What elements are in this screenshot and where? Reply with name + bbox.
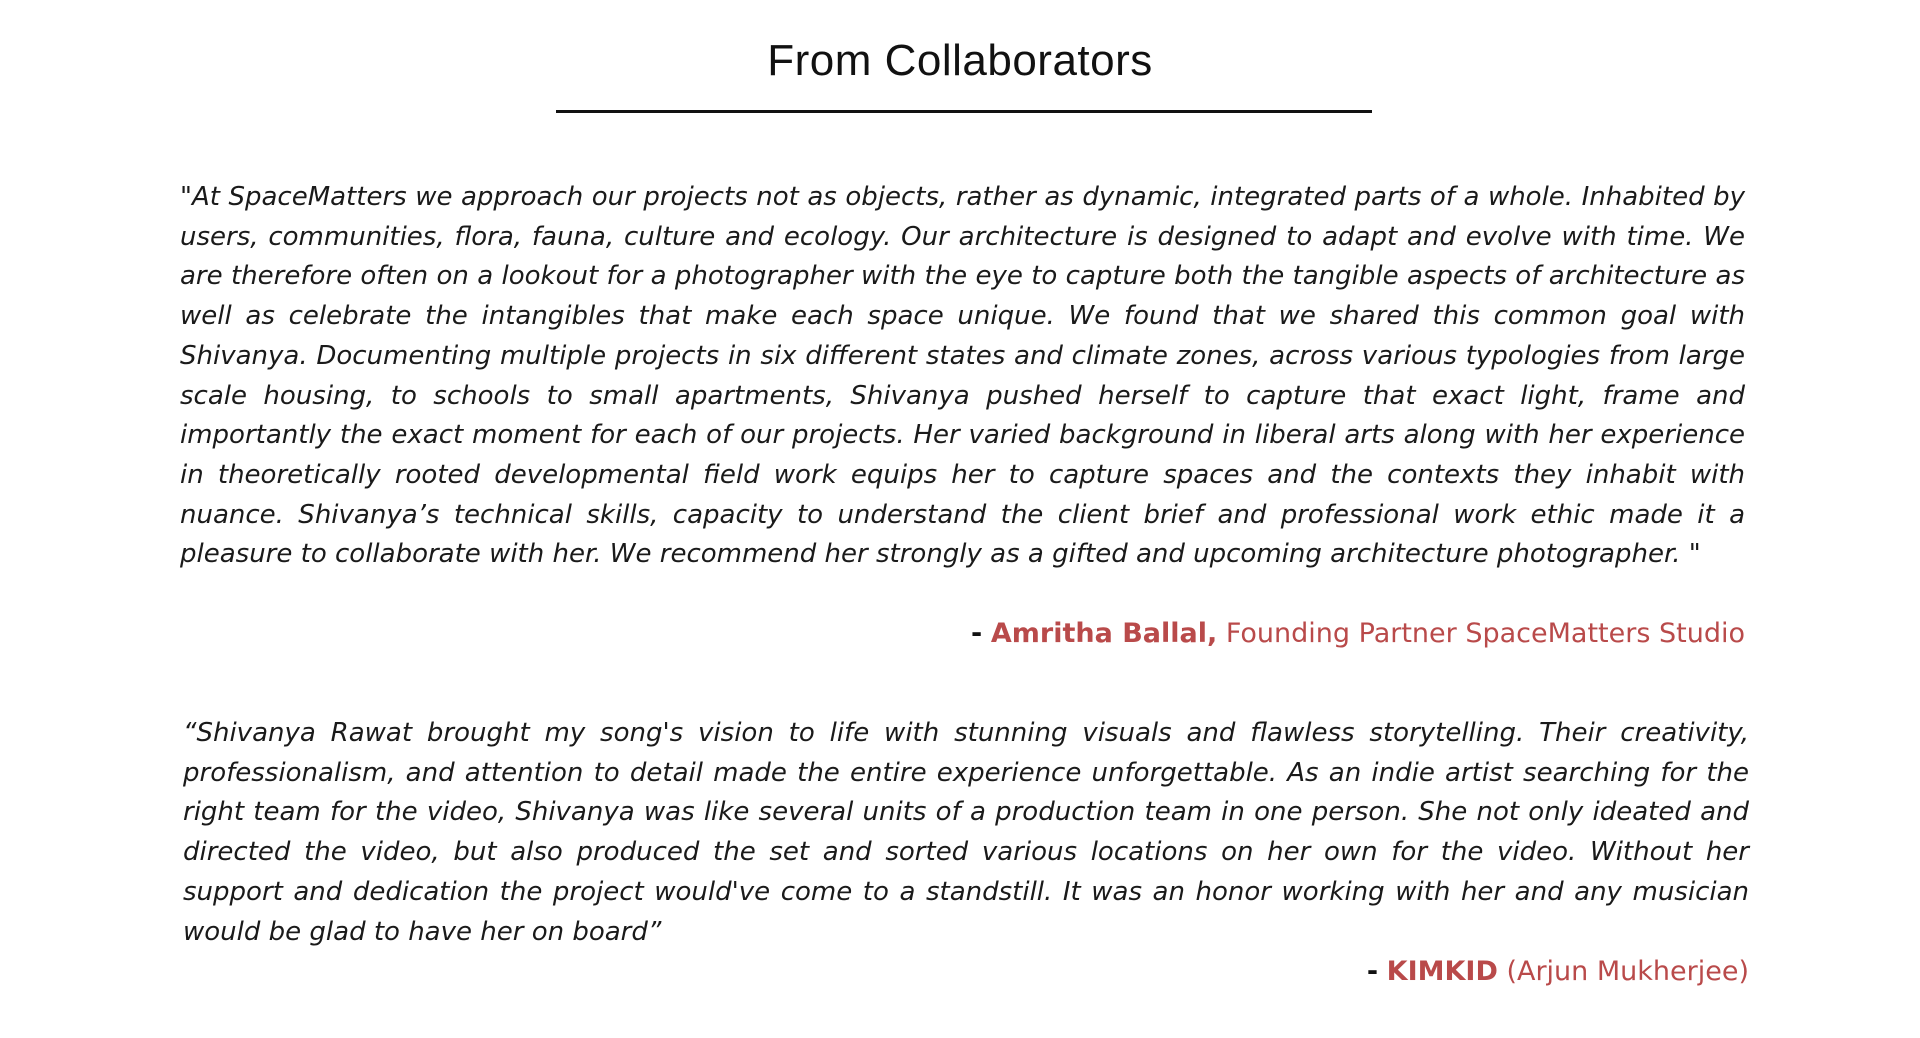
attribution-role: Founding Partner SpaceMatters Studio — [1225, 618, 1745, 649]
attribution-dash: - — [1366, 956, 1379, 987]
testimonial-quote-spacematters: "At SpaceMatters we approach our projects not as objects, rather as dynamic, integrated parts of a whole. Inhabited by users, communities, flora, fauna, culture and ecology. Our architecture is designed to adapt and evolve with time. We are therefore often on a lookout for a photographer with the eye to capture both the tangible aspects of architecture as well as celebrate the intangibles that make each space unique. We found that we shared this common goal with Shivanya. Documenting multiple projects in six different states and climate zones, across various typologies from large scale housing, to schools to small apartments, Shivanya pushed herself to capture that exact light, frame and importantly the exact moment for each of our projects. Her varied background in liberal arts along with her experience in theoretically rooted developmental field work equips her to capture spaces and the contexts they inhabit with nuance. Shivanya’s technical skills, capacity to understand the client brief and professional work ethic made it a pleasure to collaborate with her. We recommend her strongly as a gifted and upcoming architecture photographer. " — [180, 182, 1745, 570]
attribution-name: KIMKID — [1386, 956, 1498, 987]
attribution-role: (Arjun Mukherjee) — [1506, 956, 1749, 987]
title-underline — [556, 110, 1372, 113]
page-title: From Collaborators — [767, 36, 1153, 85]
testimonial-quote-kimkid: “Shivanya Rawat brought my song's vision to life with stunning visuals and flawless storytelling. Their creativity, professionalism, and attention to detail made the entire experience unforgettable. As an indie artist searching for the right team for the video, Shivanya was like several units of a production team in one person. She not only ideated and directed the video, but also produced the set and sorted various locations on her own for the video. Without her support and dedication the project would've come to a standstill. It was an honor working with her and any musician would be glad to have her on board” — [183, 718, 1749, 947]
testimonial-attribution-kimkid — [1367, 955, 1749, 989]
attribution-dash: - — [971, 618, 983, 649]
attribution-name: Amritha Ballal, — [990, 618, 1218, 649]
testimonial-attribution-spacematters — [971, 617, 1745, 651]
